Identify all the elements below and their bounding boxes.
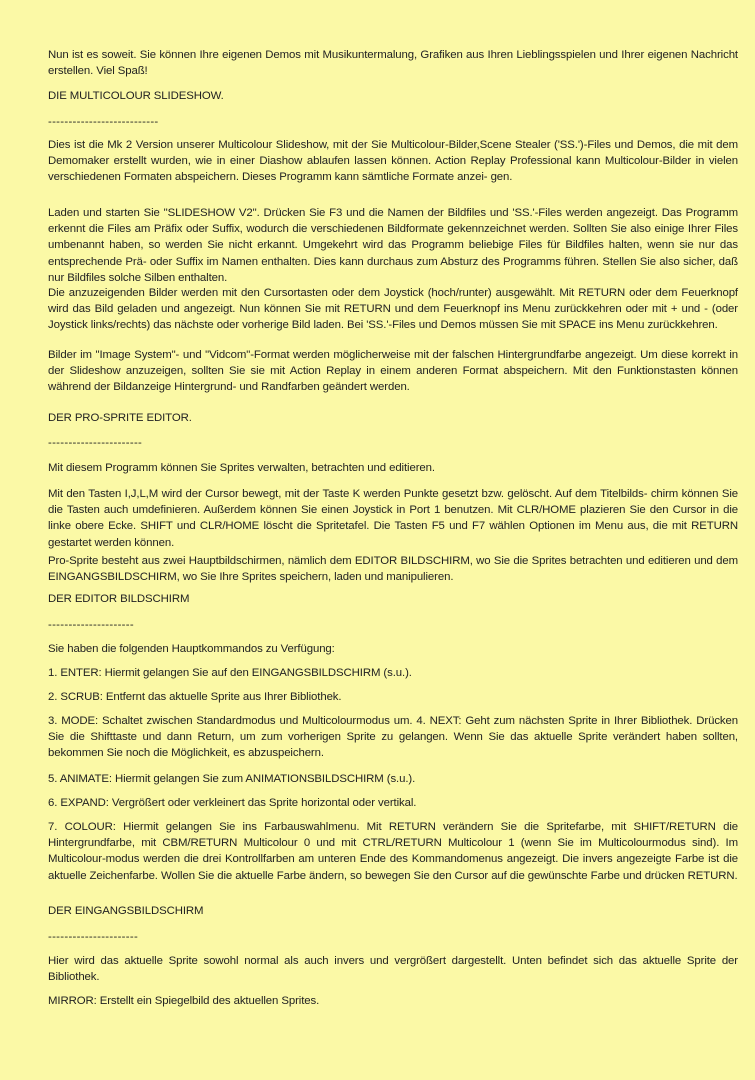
slideshow-paragraph-3: Die anzuzeigenden Bilder werden mit den Cursortasten oder dem Joystick (hoch/runter) ausgewählt. Mit RETURN oder dem Feuerknopf wird das Bild geladen und angezeigt. Nun können Sie mit RETURN und dem Feuerknopf ins Menu zurückkehren oder mit + und - (oder Joystick links/rechts) das nächste oder vorherige Bild laden. Bei 'SS.'-Files und Demos müssen Sie mit SPACE ins Menu zurückkehren.	[48, 287, 738, 332]
slideshow-paragraph-1: Dies ist die Mk 2 Version unserer Multicolour Slideshow, mit der Sie Multicolour-Bilder,Scene Stealer ('SS.')-Files und Demos, die mit dem Demomaker erstellt wurden, wie in einer Diashow ablaufen lassen können. Action Replay Professional kann Multicolour-Bilder in vielen verschiedenen Formaten abspeichern. Dieses Programm kann sämtliche Formate anzei- gen.	[48, 139, 738, 184]
divider: -----------------------	[48, 437, 143, 449]
heading-editor-screen: DER EDITOR BILDSCHIRM	[48, 593, 190, 605]
divider: ---------------------------	[48, 116, 159, 128]
divider: ----------------------	[48, 931, 139, 943]
command-colour: 7. COLOUR: Hiermit gelangen Sie ins Farbauswahlmenu. Mit RETURN verändern Sie die Spritefarbe, mit SHIFT/RETURN die Hintergrundfarbe, mit CBM/RETURN Multicolour 0 und mit CTRL/RETURN Multicolour 1 (wenn Sie im Multicolourmodus sind). Im Multicolour-modus werden die drei Kontrollfarben am unteren Ende des Kommandomenus angezeigt. Die invers angezeigte Farbe ist die aktuelle Zeichenfarbe. Wollen Sie die aktuelle Farbe ändern, so bewegen Sie den Cursor auf die gewünschte Farbe und drücken RETURN.	[48, 821, 738, 882]
editor-paragraph-1: Mit diesem Programm können Sie Sprites verwalten, betrachten und editieren.	[48, 462, 435, 474]
command-enter: 1. ENTER: Hiermit gelangen Sie auf den EINGANGSBILDSCHIRM (s.u.).	[48, 667, 412, 679]
command-scrub: 2. SCRUB: Entfernt das aktuelle Sprite aus Ihrer Bibliothek.	[48, 691, 342, 703]
slideshow-paragraph-4: Bilder im "Image System"- und "Vidcom"-Format werden möglicherweise mit der falschen Hintergrundfarbe angezeigt. Um diese korrekt in der Slideshow anzuzeigen, sollten Sie sie mit Action Replay in einem anderen Format abspeichern. Mit den Funktionstasten können während der Bildanzeige Hintergrund- und Randfarben geändert werden.	[48, 349, 738, 394]
divider: ---------------------	[48, 619, 134, 631]
slideshow-paragraph-2: Laden und starten Sie "SLIDESHOW V2". Drücken Sie F3 und die Namen der Bildfiles und 'SS.'-Files werden angezeigt. Das Programm erkennt die Files am Präfix oder Suffix, wodurch die verschiedenen Bildformate gekennzeichnet werden. Sollten Sie also einige Ihrer Files umbenannt haben, so werden Sie nicht erkannt. Umgekehrt wird das Programm beliebige Files für Bildfiles halten, wenn sie nur das entsprechende Prä- oder Suffix im Namen enthalten. Dies kann durchaus zum Absturz des Programms führen. Stellen Sie also sicher, daß nur Bildfiles solche Silben enthalten.	[48, 207, 738, 284]
intro-paragraph: Nun ist es soweit. Sie können Ihre eigenen Demos mit Musikuntermalung, Grafiken aus Ihren Lieblingsspielen und Ihrer eigenen Nachricht erstellen. Viel Spaß!	[48, 49, 738, 78]
editor-paragraph-3: Pro-Sprite besteht aus zwei Hauptbildschirmen, nämlich dem EDITOR BILDSCHIRM, wo Sie die Sprites betrachten und editieren und dem EINGANGSBILDSCHIRM, wo Sie Ihre Sprites speichern, laden und manipulieren.	[48, 555, 738, 584]
eingang-paragraph-mirror: MIRROR: Erstellt ein Spiegelbild des aktuellen Sprites.	[48, 995, 320, 1007]
editor-paragraph-2: Mit den Tasten I,J,L,M wird der Cursor bewegt, mit der Taste K werden Punkte gesetzt bzw. gelöscht. Auf dem Titelbilds- chirm können Sie die Tasten auch umdefinieren. Außerdem können Sie einen Joystick in Port 1 benutzen. Mit CLR/HOME plazieren Sie den Cursor in die linke obere Ecke. SHIFT und CLR/HOME löscht die Spritetafel. Die Tasten F5 und F7 wählen Optionen im Menu aus, die mit RETURN gestartet werden können.	[48, 488, 738, 549]
heading-pro-sprite: DER PRO-SPRITE EDITOR.	[48, 412, 192, 424]
command-animate: 5. ANIMATE: Hiermit gelangen Sie zum ANIMATIONSBILDSCHIRM (s.u.).	[48, 773, 416, 785]
commands-intro: Sie haben die folgenden Hauptkommandos zu Verfügung:	[48, 643, 335, 655]
command-expand: 6. EXPAND: Vergrößert oder verkleinert das Sprite horizontal oder vertikal.	[48, 797, 417, 809]
heading-slideshow: DIE MULTICOLOUR SLIDESHOW.	[48, 90, 224, 102]
heading-eingang-screen: DER EINGANGSBILDSCHIRM	[48, 905, 204, 917]
command-mode-next: 3. MODE: Schaltet zwischen Standardmodus und Multicolourmodus um. 4. NEXT: Geht zum nächsten Sprite in Ihrer Bibliothek. Drücken Sie die Shifttaste und dann Return, um zum vorherigen Sprite zu gelangen. Wenn Sie das aktuelle Sprite verändert haben sollten, bekommen Sie noch die Möglichkeit, es abzuspeichern.	[48, 715, 738, 760]
eingang-paragraph-1: Hier wird das aktuelle Sprite sowohl normal als auch invers und vergrößert dargestellt. Unten befindet sich das aktuelle Sprite der Bibliothek.	[48, 955, 738, 984]
